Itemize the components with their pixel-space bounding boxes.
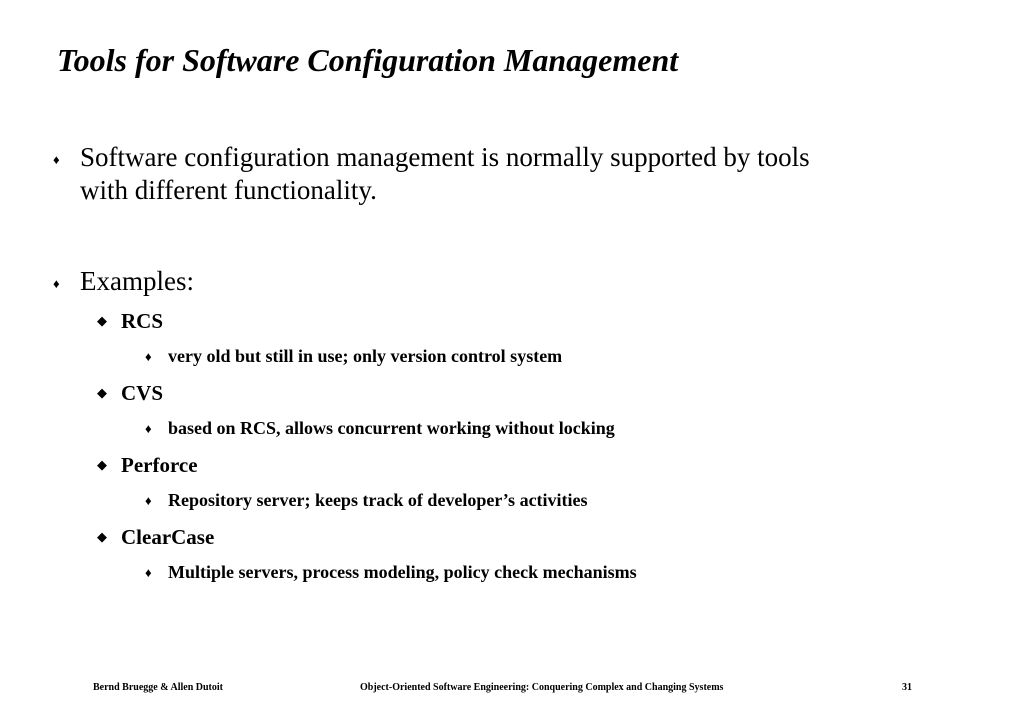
sub-sub-bullet-diamond-icon: ♦ (145, 421, 152, 436)
intro-line-1: Software configuration management is normally supported by tools (80, 142, 810, 172)
tool-description-clearcase: Multiple servers, process modeling, policy check mechanisms (168, 562, 637, 582)
sub-sub-bullet-diamond-icon: ♦ (145, 565, 152, 580)
tool-name-perforce: Perforce (121, 453, 198, 477)
tool-name-rcs: RCS (121, 309, 164, 333)
bullet-diamond-icon: ♦ (53, 276, 60, 291)
sub-bullet-diamond-icon: ◆ (97, 385, 107, 400)
tool-description-cvs: based on RCS, allows concurrent working without locking (168, 418, 615, 438)
sub-sub-bullet-diamond-icon: ♦ (145, 349, 152, 364)
tool-name-clearcase: ClearCase (121, 525, 215, 549)
examples-label: Examples: (80, 266, 194, 296)
sub-bullet-diamond-icon: ◆ (97, 313, 107, 328)
tool-name-cvs: CVS (121, 381, 164, 405)
slide-title: Tools for Software Configuration Management (57, 42, 679, 78)
intro-line-2: with different functionality. (80, 175, 377, 205)
footer-authors: Bernd Bruegge & Allen Dutoit (93, 682, 223, 693)
footer-book-title: Object-Oriented Software Engineering: Conquering Complex and Changing Systems (360, 682, 724, 693)
sub-bullet-diamond-icon: ◆ (97, 529, 107, 544)
footer-page-number: 31 (902, 682, 912, 693)
bullet-diamond-icon: ♦ (53, 152, 60, 167)
sub-sub-bullet-diamond-icon: ♦ (145, 493, 152, 508)
tool-description-perforce: Repository server; keeps track of developer’s activities (168, 490, 588, 510)
sub-bullet-diamond-icon: ◆ (97, 457, 107, 472)
tool-description-rcs: very old but still in use; only version control system (168, 346, 563, 366)
